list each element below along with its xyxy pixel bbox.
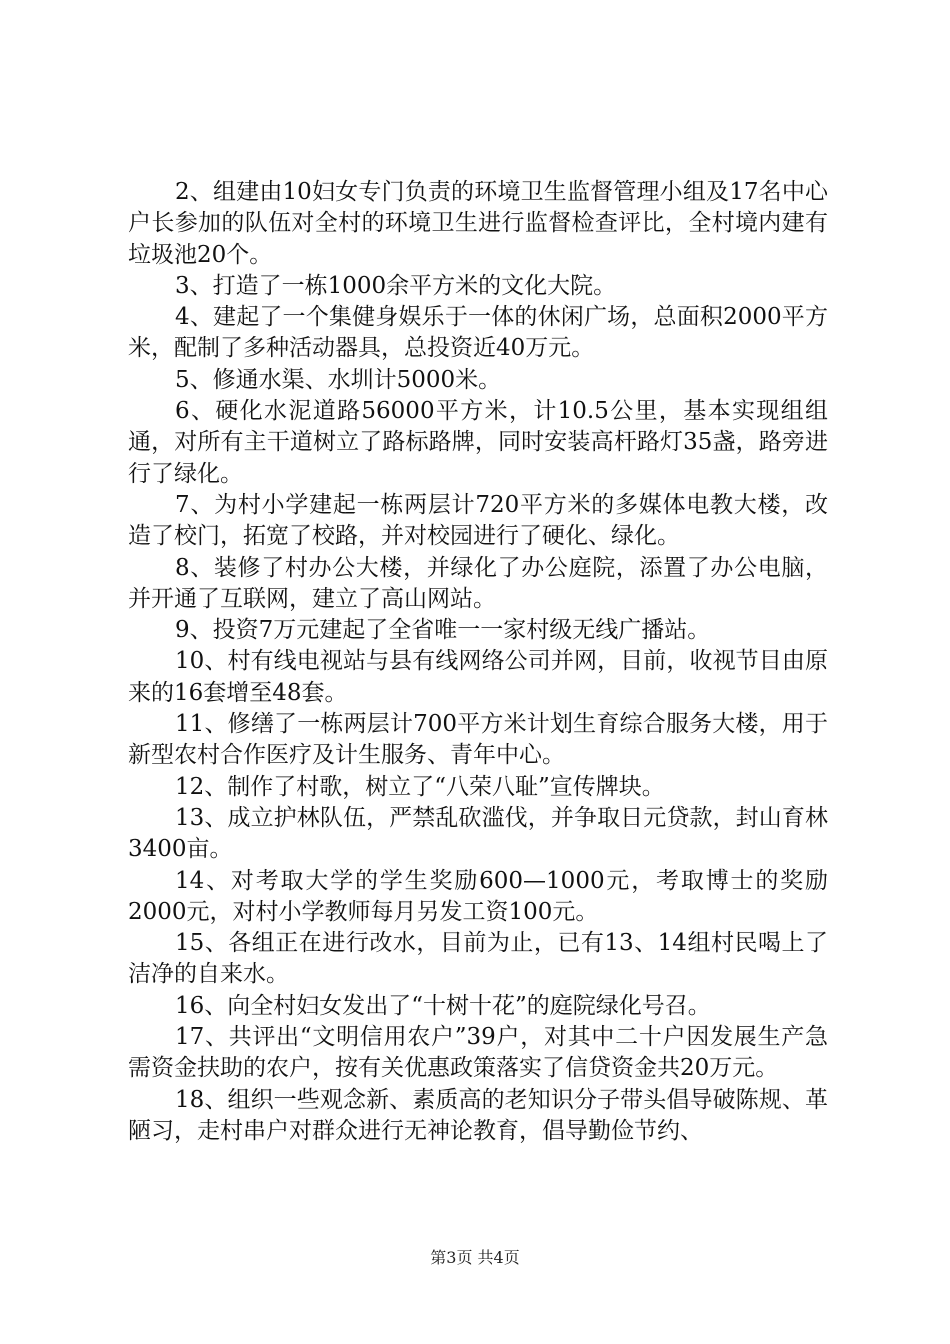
paragraph-11: 11、修缮了一栋两层计700平方米计划生育综合服务大楼，用于新型农村合作医疗及计生服务、青年中心。 (128, 711, 828, 769)
body-text (128, 177, 828, 1147)
paragraph-13: 13、成立护林队伍，严禁乱砍滥伐，并争取日元贷款，封山育林3400亩。 (128, 804, 828, 863)
paragraph-8: 8、装修了村办公大楼，并绿化了办公庭院，添置了办公电脑，并开通了互联网，建立了高山网站。 (128, 554, 828, 612)
paragraph-17: 17、共评出“文明信用农户”39户，对其中二十户因发展生产急需资金扶助的农户，按有关优惠政策落实了信贷资金共20万元。 (128, 1024, 828, 1082)
page-footer (0, 1245, 950, 1268)
paragraph-16: 16、向全村妇女发出了“十树十花”的庭院绿化号召。 (175, 992, 711, 1019)
paragraph-4: 4、建起了一个集健身娱乐于一体的休闲广场，总面积2000平方米，配制了多种活动器具，总投资近40万元。 (128, 304, 828, 362)
paragraph-2: 2、组建由10妇女专门负责的环境卫生监督管理小组及17名中心户长参加的队伍对全村的环境卫生进行监督检查评比，全村境内建有垃圾池20个。 (128, 179, 828, 268)
paragraph-14: 14、对考取大学的学生奖励600—1000元，考取博士的奖励2000元，对村小学教师每月另发工资100元。 (128, 867, 828, 925)
paragraph-5: 5、修通水渠、水圳计5000米。 (175, 366, 502, 393)
page-number: 第3页 (430, 1248, 473, 1267)
paragraph-15: 15、各组正在进行改水，目前为止，已有13、14组村民喝上了洁净的自来水。 (128, 930, 828, 988)
paragraph-3: 3、打造了一栋1000余平方米的文化大院。 (175, 272, 617, 299)
paragraph-18: 18、组织一些观念新、素质高的老知识分子带头倡导破陈规、革陋习，走村串户对群众进行无神论教育，倡导勤俭节约、 (128, 1086, 828, 1144)
paragraph-10: 10、村有线电视站与县有线网络公司并网，目前，收视节目由原来的16套增至48套。 (128, 648, 828, 706)
page-total: 共4页 (477, 1248, 520, 1267)
paragraph-9: 9、投资7万元建起了全省唯一一家村级无线广播站。 (175, 617, 711, 644)
paragraph-6: 6、硬化水泥道路56000平方米，计10.5公里，基本实现组组通，对所有主干道树立了路标路牌，同时安装高杆路灯35盏，路旁进行了绿化。 (128, 398, 828, 487)
paragraph-7: 7、为村小学建起一栋两层计720平方米的多媒体电教大楼，改造了校门，拓宽了校路，并对校园进行了硬化、绿化。 (128, 491, 828, 550)
paragraph-12: 12、制作了村歌，树立了“八荣八耻”宣传牌块。 (175, 773, 665, 800)
